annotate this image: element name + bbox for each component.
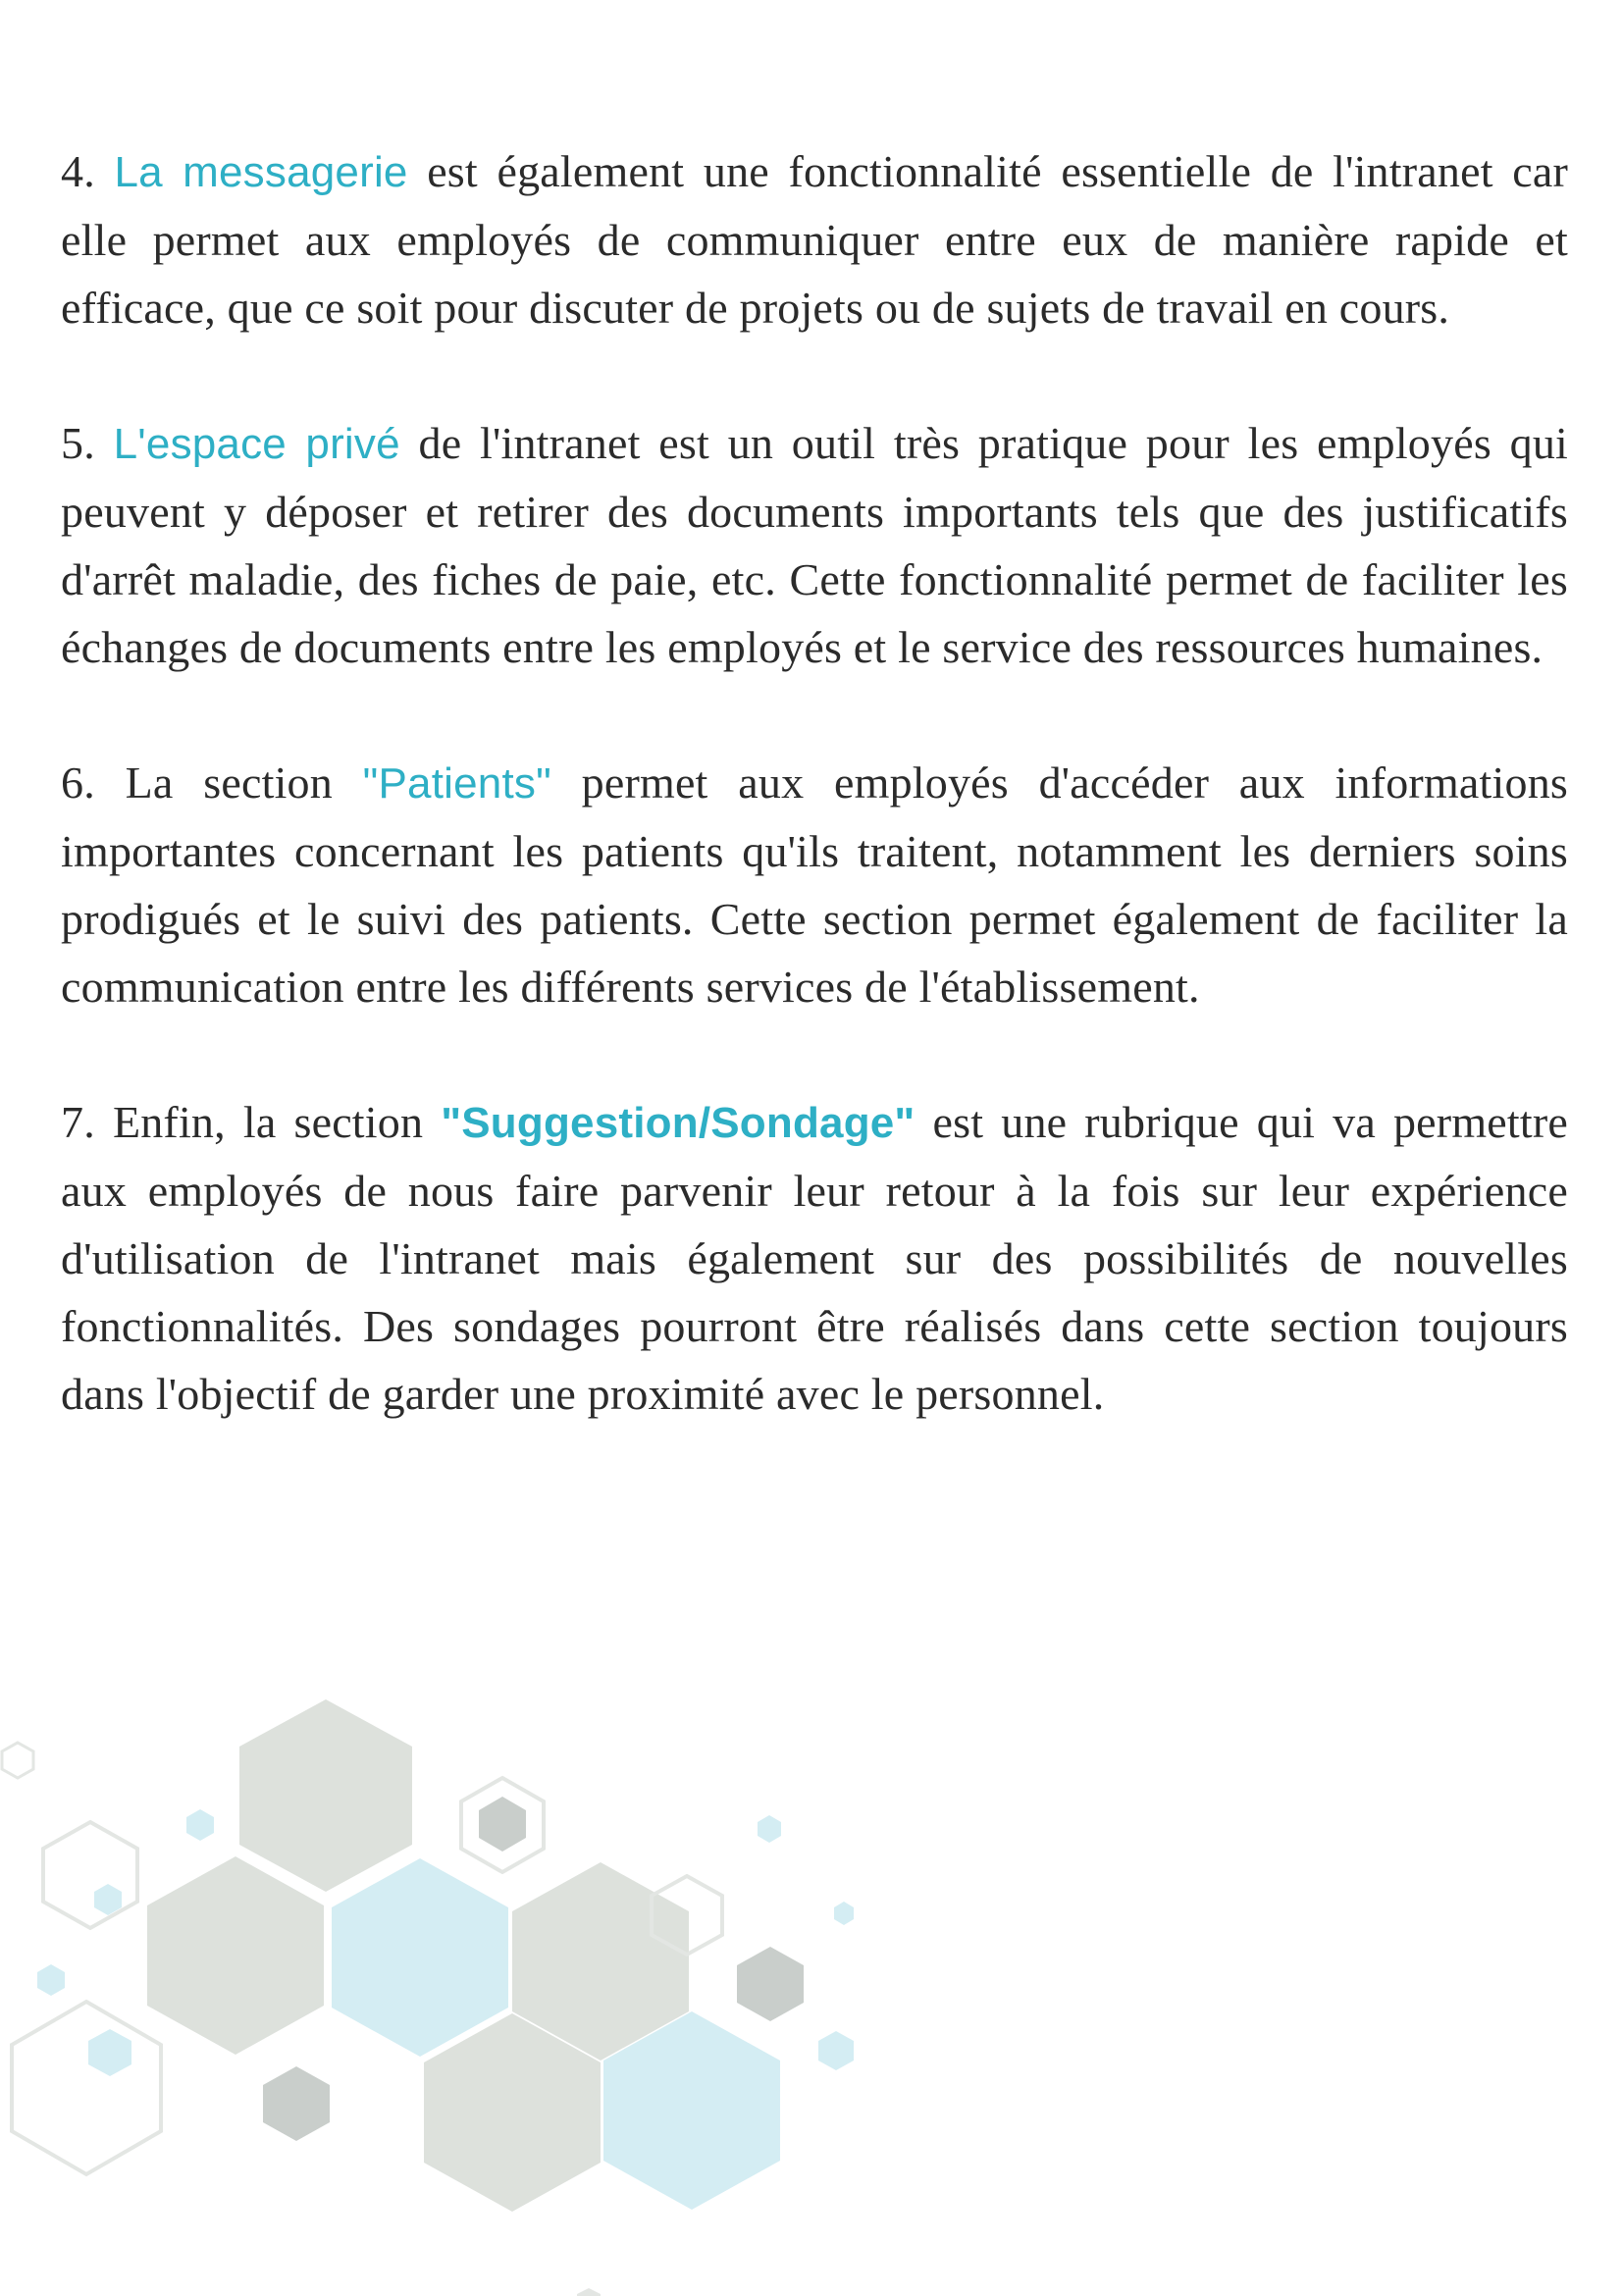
- paragraph-text: est également une fonctionnalité essentielle de l'intranet car elle permet aux employés de communiquer entre eux de manière rapide et efficace, que ce soit pour discuter de projets ou de sujets de travail en cours.: [61, 146, 1569, 333]
- hexagon-shape: [332, 1858, 508, 2057]
- highlight-patients: "Patients": [362, 759, 551, 808]
- hexagon-shape: [186, 1809, 214, 1841]
- paragraph-number: 6.: [61, 757, 95, 808]
- hexagon-shape: [577, 2288, 601, 2296]
- hexagon-shape: [758, 1815, 781, 1843]
- paragraph-number: 5.: [61, 418, 95, 468]
- hexagon-shape: [263, 2066, 330, 2141]
- hexagon-shape: [479, 1797, 526, 1852]
- paragraph-7: [61, 1088, 1568, 1428]
- paragraph-text: est une rubrique qui va permettre aux employés de nous faire parvenir leur retour à la fois sur leur expérience d'utilisation de l'intranet mais également sur des possibilités de nouvelles fonctionnalités. Des sondages pourront être réalisés dans cette section toujours dans l'objectif de garder une proximité avec le personnel.: [61, 1097, 1569, 1419]
- hexagon-shape: [818, 2031, 854, 2070]
- paragraph-6: [61, 749, 1568, 1020]
- paragraph-text: de l'intranet est un outil très pratique pour les employés qui peuvent y déposer et retirer des documents importants tels que des justificatifs d'arrêt maladie, des fiches de paie, etc. Cette fonctionnalité permet de faciliter les échanges de documents entre les employés et le service des ressources humaines.: [61, 418, 1569, 672]
- paragraph-5: [61, 409, 1568, 681]
- highlight-espace-prive: L'espace privé: [113, 420, 400, 468]
- hexagon-shape: [239, 1699, 412, 1892]
- hexagon-shape: [43, 1822, 137, 1928]
- hexagon-shape: [834, 1902, 854, 1925]
- document-body: [61, 137, 1568, 1495]
- paragraph-number: 4.: [61, 146, 95, 196]
- hexagon-shape: [37, 1964, 65, 1996]
- hexagon-shape: [737, 1947, 804, 2021]
- hexagon-shape: [12, 2002, 161, 2174]
- hexagon-shape: [2, 1743, 33, 1778]
- paragraph-text: permet aux employés d'accéder aux informations importantes concernant les patients qu'ils traitent, notamment les derniers soins prodigués et le suivi des patients. Cette section permet également de faciliter la communication entre les différents services de l'établissement.: [61, 757, 1569, 1012]
- paragraph-lead: La section: [125, 757, 333, 808]
- paragraph-lead: Enfin, la section: [112, 1097, 424, 1147]
- highlight-messagerie: La messagerie: [114, 148, 408, 196]
- paragraph-4: [61, 137, 1568, 341]
- hexagon-shape: [88, 2029, 131, 2076]
- hexagon-decoration: [0, 1688, 903, 2296]
- paragraph-number: 7.: [61, 1097, 95, 1147]
- highlight-suggestion-sondage: "Suggestion/Sondage": [441, 1099, 916, 1147]
- hexagon-shape: [147, 1856, 324, 2055]
